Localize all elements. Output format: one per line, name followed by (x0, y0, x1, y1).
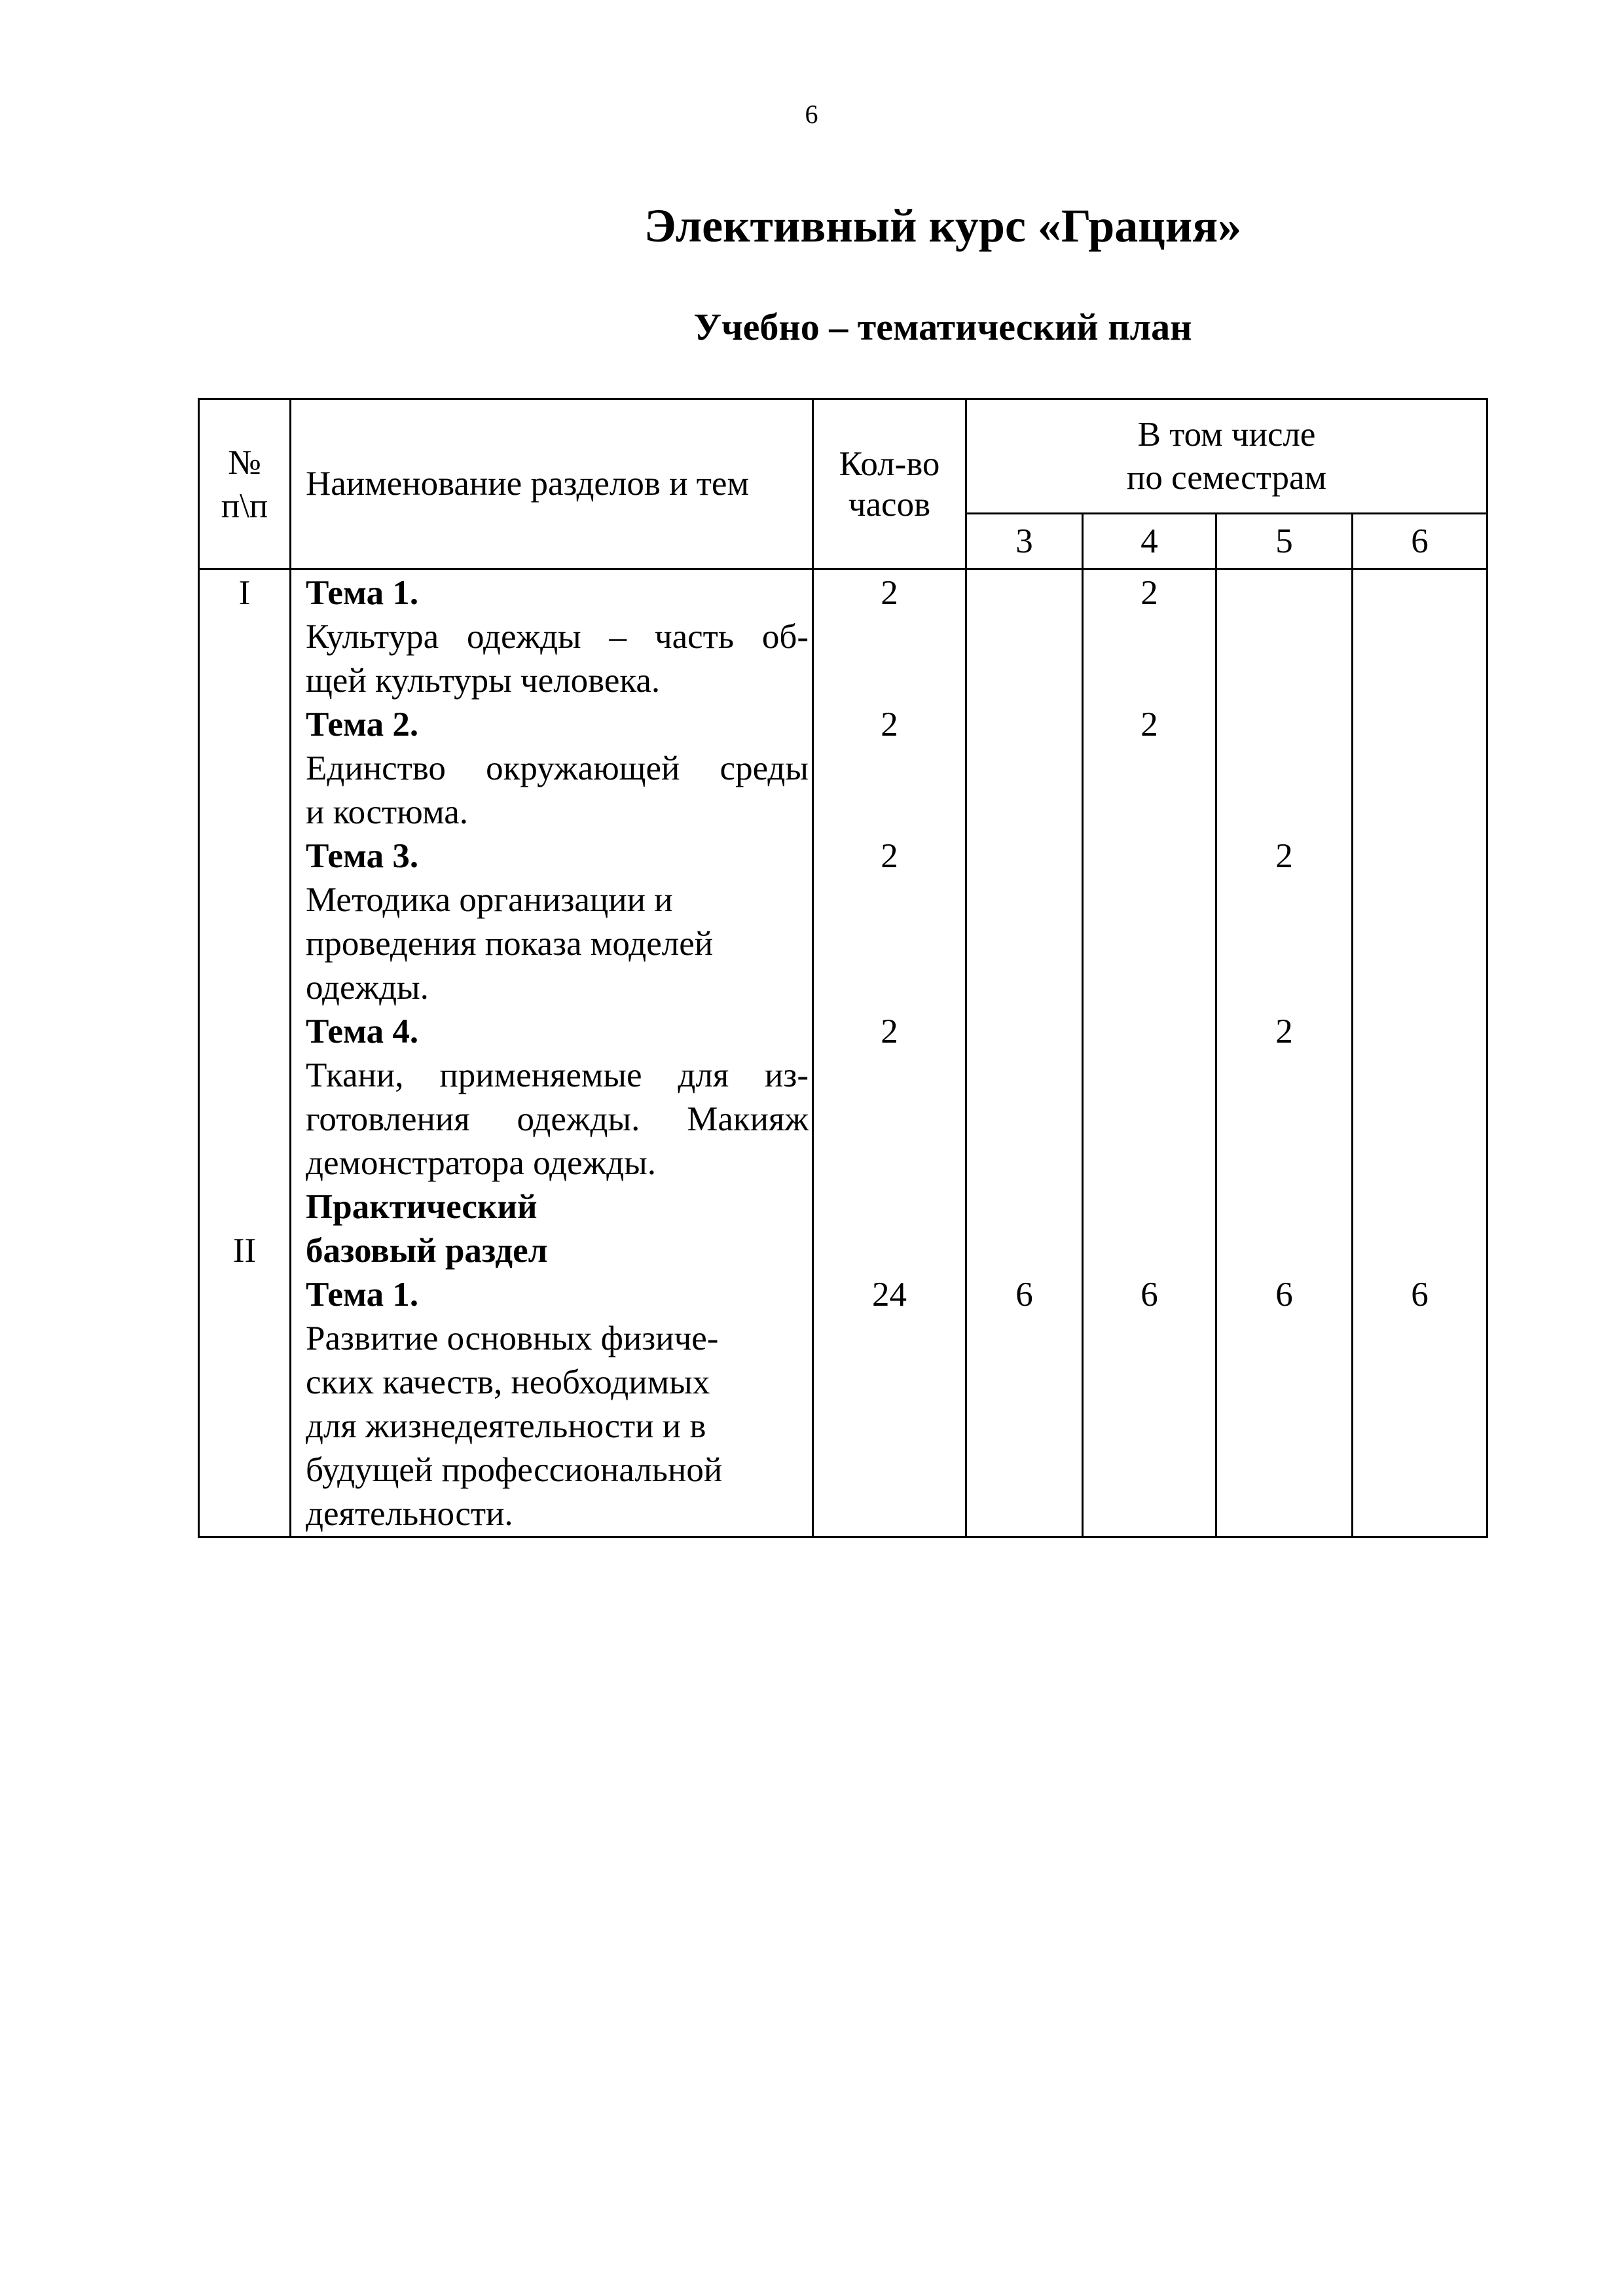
section-2-s3: 6 (1015, 1276, 1033, 1314)
topic-3-s5: 2 (1275, 837, 1293, 875)
topic-3-title: Тема 3. (306, 837, 419, 875)
semester-6-cell (1353, 569, 1487, 1537)
section-2-topic-title: Тема 1. (306, 1276, 419, 1314)
section-2-s4: 6 (1140, 1276, 1158, 1314)
topic-2-s6 (1353, 703, 1486, 747)
topic-3-line: проведения показа моделей (306, 925, 714, 963)
page-number: 6 (805, 99, 818, 129)
name-cell (291, 569, 813, 1537)
semester-3-cell (966, 569, 1083, 1537)
row-number-2: II (232, 1232, 257, 1270)
topic-4-s6 (1353, 1010, 1486, 1054)
row-number-1: I (238, 574, 251, 612)
topic-3-s6 (1353, 834, 1486, 878)
header-semester-6: 6 (1353, 514, 1487, 569)
topic-2-s4: 2 (1140, 706, 1158, 744)
section-2-hours: 24 (872, 1276, 907, 1314)
topic-4-s5: 2 (1275, 1013, 1293, 1050)
topic-2-line: Единство окружающей среды (306, 749, 809, 787)
header-number (199, 399, 291, 569)
topic-1-title: Тема 1. (306, 574, 419, 612)
header-semesters (966, 399, 1487, 514)
section-2-topic-line: деятельности. (306, 1495, 513, 1533)
topic-3-s3 (967, 834, 1082, 878)
section-2-topic-line: будущей профессиональной (306, 1451, 723, 1489)
topic-1-s3 (967, 571, 1082, 615)
topic-1-hours: 2 (881, 574, 898, 612)
topic-4-line: готовления одежды. Макияж (306, 1100, 809, 1138)
header-name: Наименование разделов и тем (291, 399, 813, 569)
section-2-s5: 6 (1275, 1276, 1293, 1314)
topic-1-s4: 2 (1140, 574, 1158, 612)
hours-cell (813, 569, 966, 1537)
section-2-title: базовый раздел (306, 1232, 548, 1270)
section-2-topic-line: Развитие основных физиче- (306, 1319, 719, 1357)
topic-4-line: демонстратора одежды. (306, 1144, 657, 1182)
topic-1-s6 (1353, 571, 1486, 615)
curriculum-table (198, 398, 1488, 1538)
document-title: Элективный курс «Грация» (644, 200, 1242, 252)
topic-2-title: Тема 2. (306, 706, 419, 744)
topic-3-hours: 2 (881, 837, 898, 875)
topic-2-line: и костюма. (306, 793, 469, 831)
topic-4-title: Тема 4. (306, 1013, 419, 1050)
header-hours (813, 399, 966, 569)
header-semester-4: 4 (1083, 514, 1216, 569)
header-semester-3: 3 (966, 514, 1083, 569)
topic-4-line: Ткани, применяемые для из- (306, 1056, 809, 1094)
number-cell (199, 569, 291, 1537)
topic-4-s3 (967, 1010, 1082, 1054)
topic-4-s4 (1084, 1010, 1215, 1054)
topic-2-hours: 2 (881, 706, 898, 744)
section-2-topic-line: ских качеств, необходимых (306, 1363, 710, 1401)
topic-1-line: щей культуры человека. (306, 662, 661, 700)
topic-1-line: Культура одежды – часть об- (306, 618, 809, 656)
header-number-line1: № (228, 443, 261, 482)
header-hours-line1: Кол-во (839, 444, 940, 483)
section-2-title: Практический (306, 1188, 538, 1226)
header-semesters-line2: по семестрам (1126, 459, 1327, 497)
topic-3-line: одежды. (306, 969, 429, 1007)
semester-4-cell (1083, 569, 1216, 1537)
document-subtitle: Учебно – тематический план (693, 306, 1192, 348)
topic-1-s5 (1217, 571, 1351, 615)
header-semester-5: 5 (1216, 514, 1353, 569)
topic-3-s4 (1084, 834, 1215, 878)
topic-3-line: Методика организации и (306, 881, 673, 919)
topic-2-s5 (1217, 703, 1351, 747)
topic-2-s3 (967, 703, 1082, 747)
topic-4-hours: 2 (881, 1013, 898, 1050)
section-2-topic-line: для жизнедеятельности и в (306, 1407, 706, 1445)
header-semesters-line1: В том числе (1137, 416, 1316, 454)
table-body-row (199, 569, 1487, 1537)
header-hours-line2: часов (848, 485, 931, 524)
header-number-line2: п\п (221, 486, 268, 525)
semester-5-cell (1216, 569, 1353, 1537)
section-2-s6: 6 (1411, 1276, 1429, 1314)
